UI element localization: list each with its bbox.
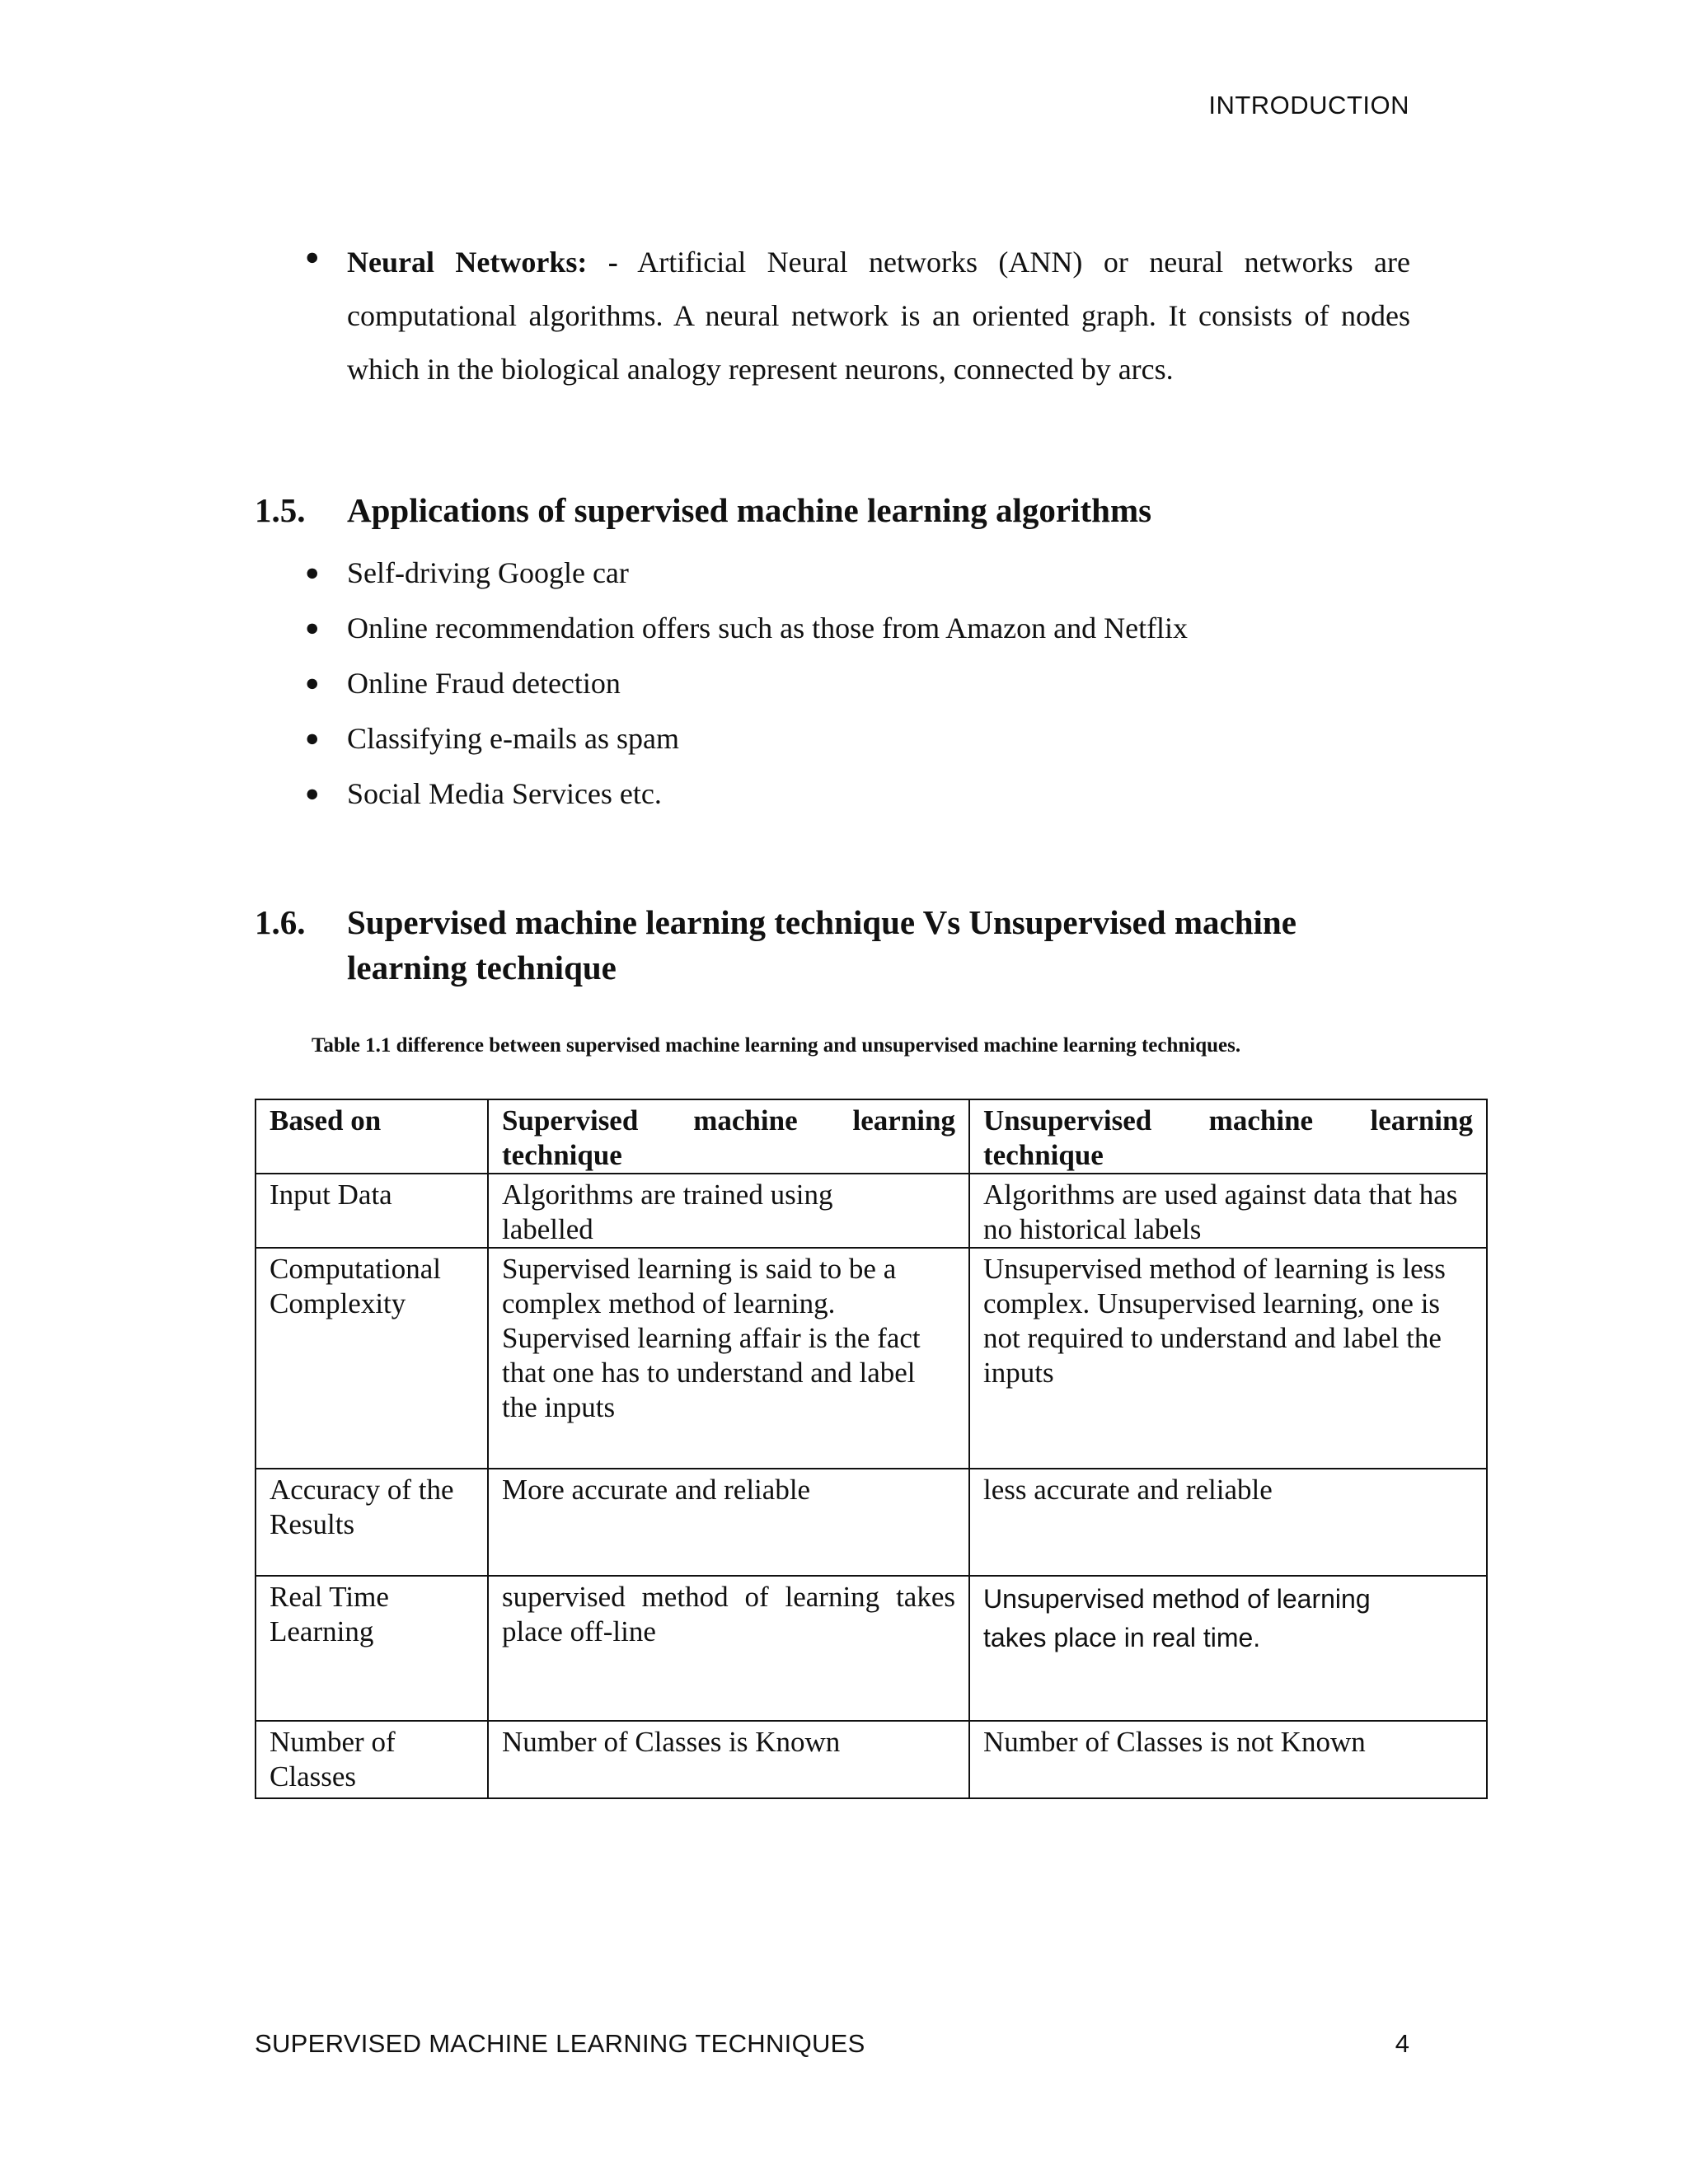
list-item-text: Social Media Services etc. [347, 777, 662, 810]
list-item-text: Online recommendation offers such as those from Amazon and Netflix [347, 612, 1189, 644]
section-1-6-number: 1.6. [255, 903, 306, 941]
cell-based-on: Input Data [256, 1174, 488, 1248]
bullet-icon: ● [305, 725, 320, 752]
applications-list [0, 546, 1688, 822]
running-header: INTRODUCTION [1208, 91, 1409, 120]
bullet-icon: ● [305, 244, 320, 270]
cell-based-on: Computational Complexity [256, 1248, 488, 1469]
table-row [256, 1469, 1487, 1576]
header-supervised-line2: technique [502, 1139, 622, 1171]
cell-unsupervised: Number of Classes is not Known [969, 1721, 1487, 1798]
cell-based-on: Number of Classes [256, 1721, 488, 1798]
comparison-table [255, 1099, 1488, 1799]
table-header-row [256, 1099, 1487, 1174]
page-number: 4 [1395, 2029, 1409, 2058]
section-1-6-title-line2: learning technique [347, 949, 617, 987]
cell-unsupervised: less accurate and reliable [969, 1469, 1487, 1576]
footer-book-title: SUPERVISED MACHINE LEARNING TECHNIQUES [255, 2029, 865, 2058]
list-item [0, 656, 1688, 711]
header-unsupervised [969, 1099, 1487, 1174]
bullet-icon: ● [305, 670, 320, 696]
list-item-text: Self-driving Google car [347, 556, 629, 589]
neural-networks-term: Neural Networks: - [347, 246, 618, 279]
header-unsupervised-line1: Unsupervised machine learning [983, 1104, 1473, 1137]
section-1-5-title: Applications of supervised machine learning algorithms [347, 491, 1152, 529]
cell-based-on: Accuracy of the Results [256, 1469, 488, 1576]
bullet-icon: ● [305, 560, 320, 586]
neural-networks-paragraph [347, 236, 1410, 396]
cell-supervised: More accurate and reliable [488, 1469, 969, 1576]
header-supervised [488, 1099, 969, 1174]
section-1-6-title-line1: Supervised machine learning technique Vs Unsupervised machine [347, 903, 1296, 941]
table-row [256, 1721, 1487, 1798]
cell-unsupervised: Algorithms are used against data that has no historical labels [969, 1174, 1487, 1248]
list-item-text: Classifying e-mails as spam [347, 722, 679, 755]
section-1-5-number: 1.5. [255, 491, 306, 529]
list-item-text: Online Fraud detection [347, 667, 621, 700]
table-row [256, 1248, 1487, 1469]
cell-supervised: supervised method of learning takes place off-line [488, 1576, 969, 1721]
header-unsupervised-line2: technique [983, 1139, 1104, 1171]
table-row [256, 1174, 1487, 1248]
list-item [0, 546, 1688, 601]
cell-based-on: Real Time Learning [256, 1576, 488, 1721]
bullet-icon: ● [305, 615, 320, 641]
header-based-on: Based on [256, 1099, 488, 1174]
header-supervised-line1: Supervised machine learning [502, 1104, 955, 1137]
cell-supervised: Supervised learning is said to be a complex method of learning. Supervised learning affair is the fact that one has to understand and label the inputs [488, 1248, 969, 1469]
cell-supervised: Algorithms are trained using labelled [488, 1174, 969, 1248]
cell-unsupervised: Unsupervised method of learning takes place in real time. [969, 1576, 1487, 1721]
list-item [0, 766, 1688, 822]
table-row [256, 1576, 1487, 1721]
cell-unsupervised: Unsupervised method of learning is less complex. Unsupervised learning, one is not required to understand and label the inputs [969, 1248, 1487, 1469]
list-item [0, 601, 1688, 656]
table-caption: Table 1.1 difference between supervised machine learning and unsupervised machine learning techniques. [312, 1034, 1241, 1057]
neural-networks-text: Artificial Neural networks (ANN) or neural networks are computational algorithms. A neural network is an oriented graph. It consists of nodes which in the biological analogy represent neurons, connected by arcs. [347, 246, 1410, 386]
list-item [0, 711, 1688, 766]
bullet-icon: ● [305, 780, 320, 807]
section-1-6-title [347, 900, 1418, 991]
cell-supervised: Number of Classes is Known [488, 1721, 969, 1798]
